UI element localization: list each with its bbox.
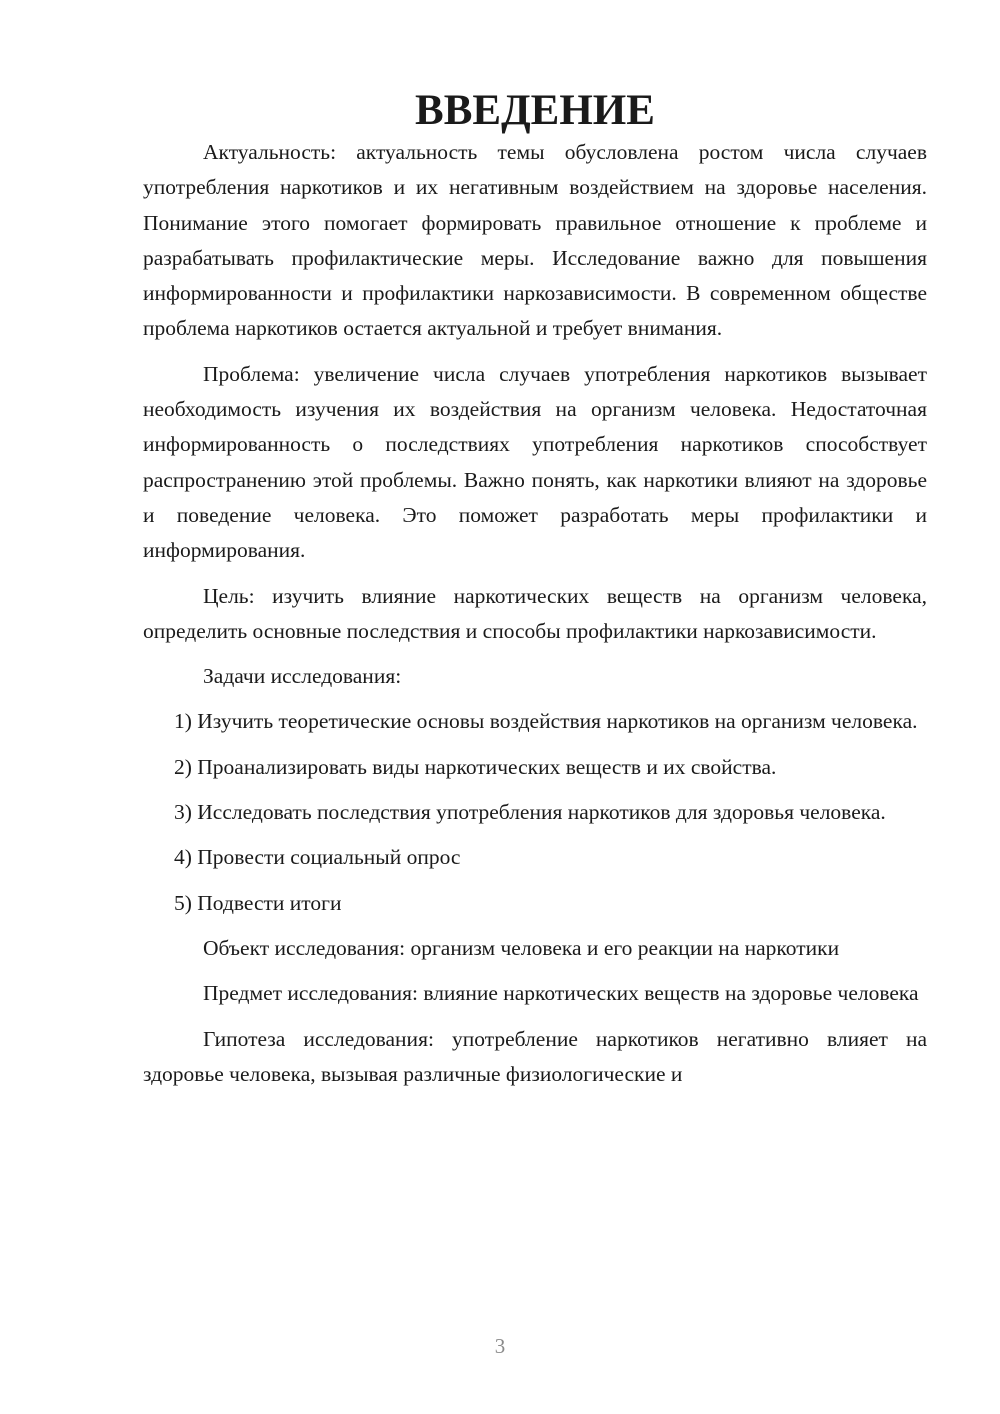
page-content [143, 87, 927, 1094]
tasks-heading: Задачи исследования: [203, 664, 402, 689]
section-title: ВВЕДЕНИЕ [415, 87, 655, 134]
hypothesis-paragraph: Гипотеза исследования: употребление наркотиков негативно влияет на здоровье человека, вызывая различные физиологические и [143, 1026, 927, 1086]
problem-paragraph: Проблема: увеличение числа случаев употребления наркотиков вызывает необходимость изучения их воздействия на организм человека. Недостаточная информированность о последствиях употребления наркотиков способствует распространению этой проблемы. Важно понять, как наркотики влияют на здоровье и поведение человека. Это поможет разработать меры профилактики и информирования. [143, 361, 927, 563]
task-item-1: 1) Изучить теоретические основы воздействия наркотиков на организм человека. [174, 709, 918, 734]
page-number: 3 [494, 1334, 506, 1358]
object-paragraph: Объект исследования: организм человека и его реакции на наркотики [203, 935, 840, 960]
subject-paragraph: Предмет исследования: влияние наркотических веществ на здоровье человека [203, 981, 919, 1006]
task-item-4: 4) Провести социальный опрос [174, 845, 461, 870]
goal-paragraph: Цель: изучить влияние наркотических веществ на организм человека, определить основные последствия и способы профилактики наркозависимости. [143, 583, 927, 643]
task-item-3: 3) Исследовать последствия употребления наркотиков для здоровья человека. [174, 800, 886, 825]
task-item-2: 2) Проанализировать виды наркотических веществ и их свойства. [174, 754, 777, 779]
task-item-5: 5) Подвести итоги [174, 890, 342, 915]
relevance-paragraph: Актуальность: актуальность темы обусловлена ростом числа случаев употребления наркотиков и их негативным воздействием на здоровье населения. Понимание этого помогает формировать правильное отношение к проблеме и разрабатывать профилактические меры. Исследование важно для повышения информированности и профилактики наркозависимости. В современном обществе проблема наркотиков остается актуальной и требует внимания. [143, 140, 927, 341]
